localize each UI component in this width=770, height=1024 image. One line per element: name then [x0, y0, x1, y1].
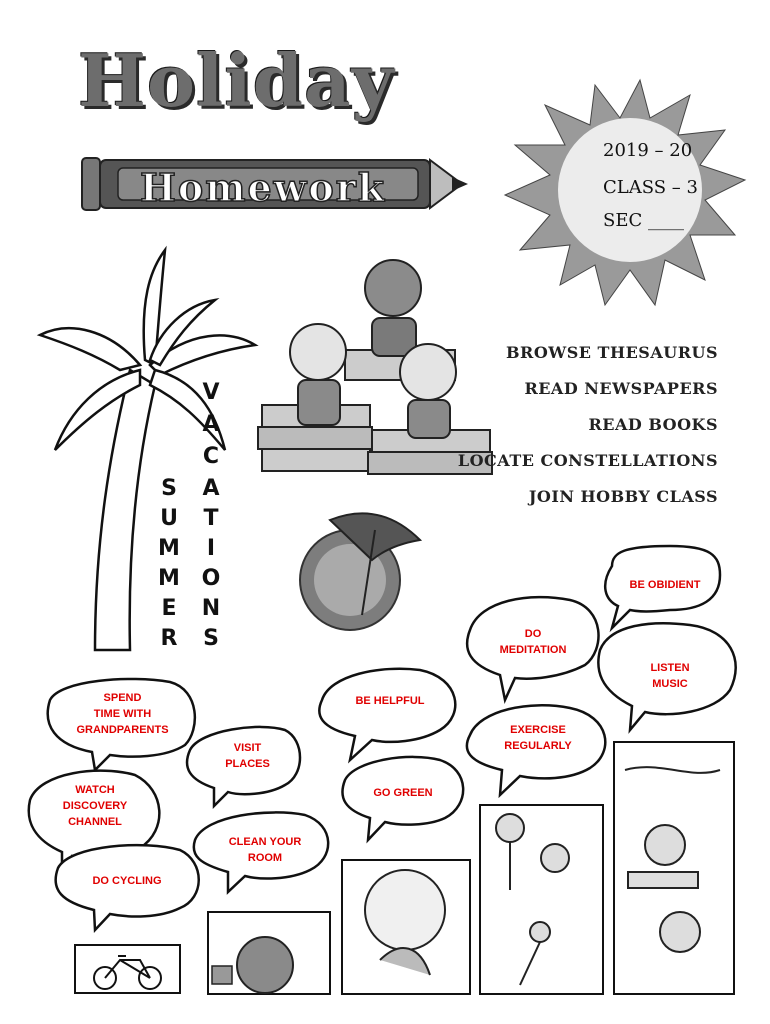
sun-umbrella-icon — [300, 513, 420, 630]
bubble-text-clean-room: CLEAN YOUR ROOM — [228, 836, 302, 864]
task-item: BROWSE THESAURUS — [506, 343, 718, 362]
summer-letter: U — [160, 506, 178, 531]
kids-on-books-icon — [258, 260, 492, 474]
summer-letter: R — [160, 626, 178, 651]
section-label: SEC ____ — [603, 210, 684, 231]
picture-box-bicycle — [75, 945, 180, 993]
task-item: JOIN HOBBY CLASS — [528, 487, 718, 506]
summer-letter: M — [158, 566, 180, 591]
year-label: 2019 – 20 — [603, 140, 693, 161]
page-subtitle: Homework — [140, 165, 387, 210]
vacations-letter: T — [203, 506, 219, 531]
task-item: READ BOOKS — [588, 415, 718, 434]
vacations-letter: A — [202, 476, 220, 501]
bubble-text-visit-places: VISIT PLACES — [225, 742, 270, 770]
bubble-text-be-obidient: BE OBIDIENT — [629, 579, 701, 591]
bubble-text-exercise: EXERCISE REGULARLY — [504, 724, 572, 752]
task-item: READ NEWSPAPERS — [524, 379, 718, 398]
bubble-text-do-meditation: DO MEDITATION — [499, 628, 567, 656]
vacations-letter: N — [201, 596, 221, 621]
task-item: LOCATE CONSTELLATIONS — [457, 451, 718, 470]
class-label: CLASS – 3 — [603, 177, 698, 198]
bubble-text-watch-discovery: WATCH DISCOVERY CHANNEL — [62, 784, 128, 828]
bubble-text-go-green: GO GREEN — [373, 787, 433, 799]
bubble-text-be-helpful: BE HELPFUL — [355, 695, 425, 707]
vacations-letter: A — [202, 412, 220, 437]
vacations-letter: S — [203, 626, 219, 651]
vacations-letter: V — [202, 380, 220, 405]
vacations-letter: I — [206, 536, 216, 561]
vacations-letter: O — [201, 566, 221, 591]
summer-letter: S — [161, 476, 177, 501]
page-title: Holiday — [78, 38, 395, 123]
bubble-text-do-cycling: DO CYCLING — [92, 875, 162, 887]
summer-letter: E — [161, 596, 177, 621]
bubble-be-helpful — [319, 669, 455, 760]
picture-box-music — [614, 742, 734, 994]
vacations-letter: C — [202, 444, 220, 469]
bubble-text-spend-time: SPEND TIME WITH GRANDPARENTS — [76, 692, 169, 736]
summer-letter: M — [158, 536, 180, 561]
palm-tree-icon — [40, 250, 255, 650]
bubble-text-listen-music: LISTEN MUSIC — [650, 662, 690, 690]
